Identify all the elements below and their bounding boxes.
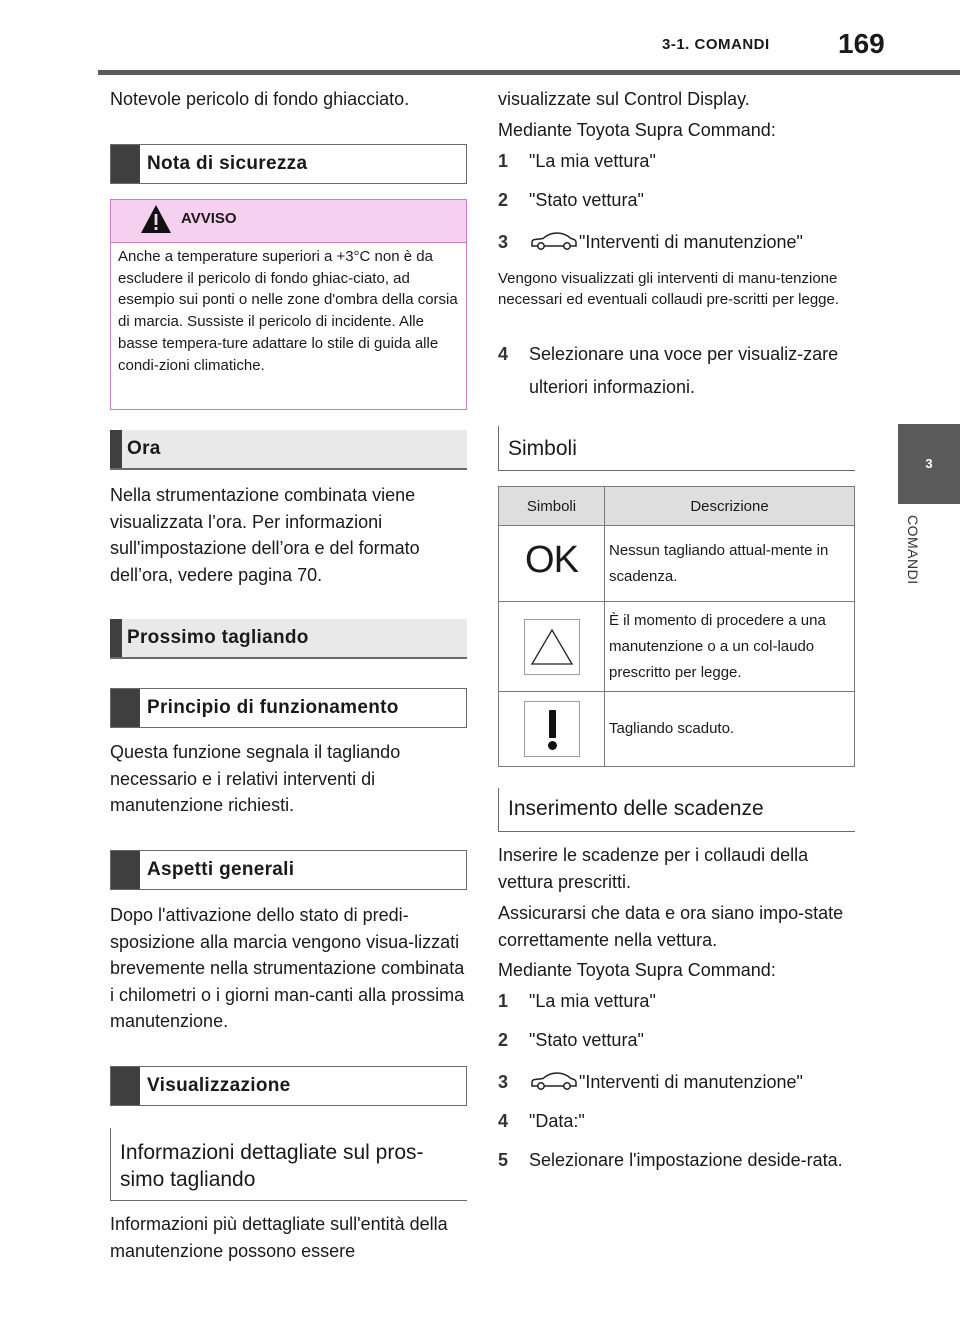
safety-heading [110, 144, 467, 184]
general-text: Dopo l'attivazione dello stato di predi-sposizione alla marcia vengono visua-lizzati brevemente nella strumentazione combinata i chilometri o i giorni man-canti alla prossima manutenzione. [110, 905, 465, 1031]
time-text: Nella strumentazione combinata viene visualizzata l’ora. Per informazioni sull'impostazione dell’ora e del formato dell’ora, vedere pagina 70. [110, 485, 420, 585]
detail-heading [110, 1128, 467, 1201]
display-heading [110, 1066, 467, 1106]
table-cell: Tagliando scaduto. [605, 692, 855, 767]
table-cell: È il momento di procedere a una manutenzione o a un col-laudo prescritto per legge. [605, 602, 855, 692]
table-header: Descrizione [605, 487, 855, 526]
principle-heading [110, 688, 467, 728]
detail-text: Informazioni più dettagliate sull'entità della manutenzione possono essere [110, 1214, 448, 1261]
ok-symbol: OK [525, 538, 578, 581]
table-row [499, 692, 855, 767]
warning-icon [139, 203, 173, 235]
table-cell: Nessun tagliando attual-mente in scadenza. [605, 526, 855, 602]
deadlines-heading [498, 788, 855, 832]
page-number: 169 [838, 28, 885, 59]
section-title: 3-1. COMANDI [662, 36, 770, 53]
safety-heading-label: Nota di sicurezza [147, 153, 308, 174]
service-heading [110, 619, 467, 659]
time-heading-label: Ora [127, 438, 161, 459]
time-heading [110, 430, 467, 470]
principle-heading-label: Principio di funzionamento [147, 697, 399, 718]
principle-text: Questa funzione segnala il tagliando necessario e i relativi interventi di manutenzione richiesti. [110, 742, 401, 815]
warning-text: Anche a temperature superiori a +3°C non è da escludere il pericolo di fondo ghiac-ciato, ad esempio sui ponti o nelle zone d'ombra della corsia di marcia. Sussiste il pericolo di incidente. Alle basse tempera-ture adattare lo stile di guida alle condi-zioni climatiche. [118, 248, 458, 374]
table-header-row [499, 487, 855, 526]
detail-heading-label: Informazioni dettagliate sul pros-simo tagliando [120, 1141, 424, 1191]
symbols-heading [498, 426, 855, 471]
table-cell [499, 692, 605, 767]
exclamation-icon [524, 701, 580, 757]
continued-text: visualizzate sul Control Display. [498, 89, 750, 109]
table-cell [499, 526, 605, 602]
warning-box [110, 199, 467, 410]
table-row [499, 602, 855, 692]
general-heading-label: Aspetti generali [147, 859, 295, 880]
chapter-label: COMANDI [905, 515, 921, 585]
deadlines-text: Assicurarsi che data e ora siano impo-state correttamente nella vettura. [498, 903, 844, 950]
car-icon [529, 231, 579, 251]
symbols-heading-label: Simboli [508, 437, 577, 460]
warning-header [111, 200, 466, 243]
deadlines-heading-label: Inserimento delle scadenze [508, 797, 764, 820]
general-heading [110, 850, 467, 890]
warning-label: AVVISO [181, 210, 237, 227]
car-icon [529, 1071, 579, 1091]
table-cell [499, 602, 605, 692]
via-command-text: Mediante Toyota Supra Command: [498, 960, 776, 980]
triangle-icon [524, 619, 580, 675]
intro-text: Notevole pericolo di fondo ghiacciato. [110, 89, 410, 109]
deadlines-text: Inserire le scadenze per i collaudi della vettura prescritti. [498, 845, 809, 892]
table-row [499, 526, 855, 602]
via-command-text: Mediante Toyota Supra Command: [498, 120, 776, 140]
table-header: Simboli [499, 487, 605, 526]
service-heading-label: Prossimo tagliando [127, 627, 309, 648]
chapter-tab: 3 [898, 424, 960, 504]
display-heading-label: Visualizzazione [147, 1075, 291, 1096]
step-note: Vengono visualizzati gli interventi di manu-tenzione necessari ed eventuali collaudi pre-scritti per legge. [498, 270, 840, 308]
header-rule [98, 70, 960, 75]
symbols-table [498, 486, 855, 767]
